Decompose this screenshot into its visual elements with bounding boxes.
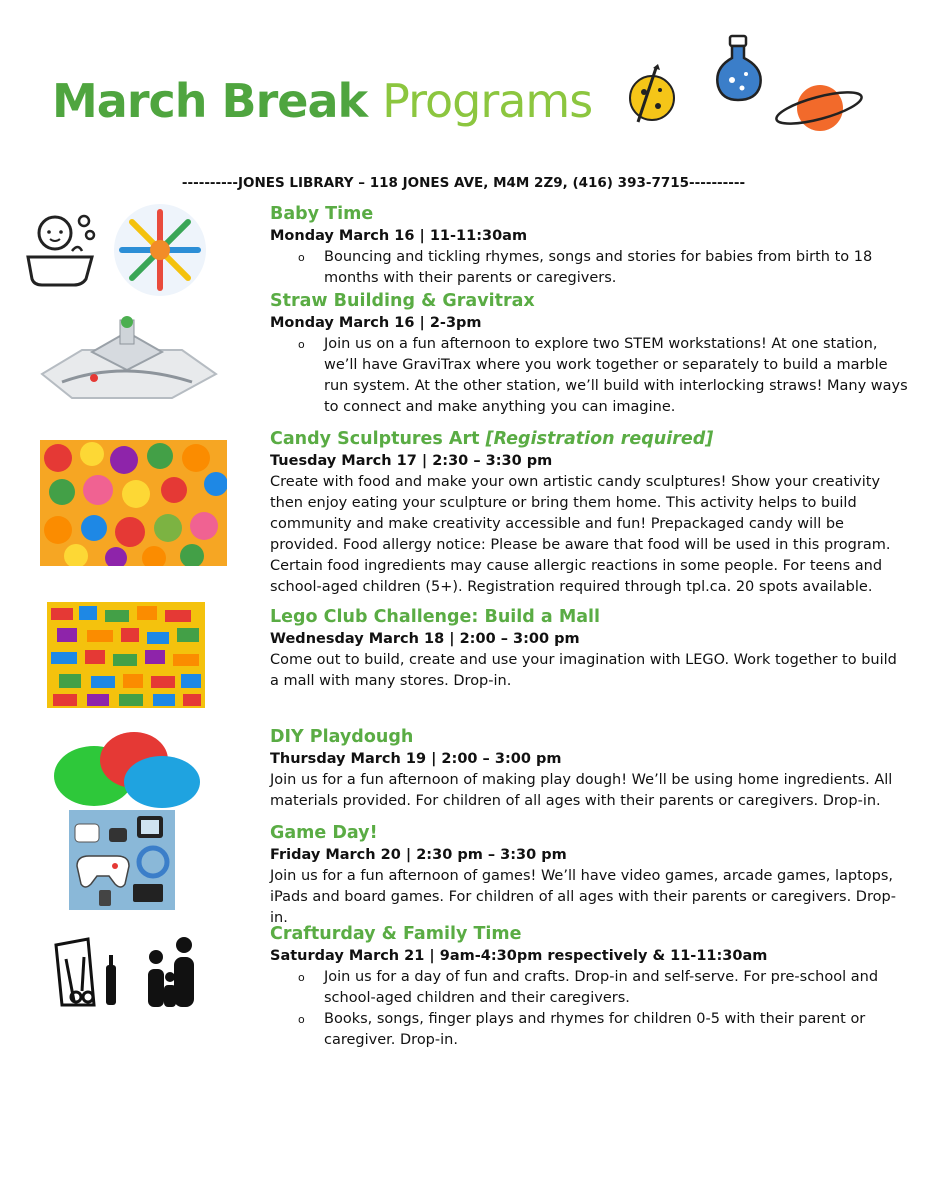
program-baby-time — [270, 202, 910, 289]
baby-bath-icon — [22, 207, 98, 289]
program-title: DIY Playdough — [270, 727, 414, 747]
playdough-photo — [48, 724, 203, 808]
game-devices-photo — [69, 810, 175, 910]
program-bullets — [270, 247, 910, 289]
program-straw-building — [270, 289, 910, 418]
program-date: Saturday March 21 | 9am-4:30pm respectively & 11-11:30am — [270, 948, 768, 964]
program-description: Create with food and make your own artistic candy sculptures! Show your creativity then enjoy eating your sculpture or bring them home. This activity helps to build community and make creativity accessible and fun! Prepackaged candy will be provided. Food allergy notice: Please be aware that food will be used in this program. Certain food ingredients may cause allergic reactions in some people. For teens and school-aged children (5+). Registration required through tpl.ca. 20 spots available. — [270, 474, 891, 595]
program-description: Join us for a fun afternoon of games! We’ll have video games, arcade games, laptops, iPads and board games. For children of all ages with their parents or caregivers. Drop-in. — [270, 868, 896, 926]
program-title: Baby Time — [270, 204, 374, 224]
registration-note: [Registration required] — [485, 429, 714, 449]
program-candy-sculptures — [270, 427, 910, 598]
title-part-1: March Break — [52, 74, 368, 128]
family-icon — [144, 935, 198, 1009]
program-title: Straw Building & Gravitrax — [270, 291, 535, 311]
straw-building-photo — [108, 200, 212, 300]
program-date: Monday March 16 | 11-11:30am — [270, 228, 528, 244]
program-diy-playdough — [270, 725, 910, 812]
candy-photo — [40, 440, 227, 566]
bullet-item: o Join us for a day of fun and crafts. Drop-in and self-serve. For pre-school and school-aged children and their caregivers. — [324, 967, 910, 1009]
craft-supplies-icon — [52, 935, 120, 1009]
bullet-item: o Join us on a fun afternoon to explore two STEM workstations! At one station, we’ll have GraviTrax where you work together or separately to build a marble run system. At the other station, we’ll build with interlocking straws! Many ways to connect and make anything you can imagine. — [324, 334, 910, 418]
program-date: Wednesday March 18 | 2:00 – 3:00 pm — [270, 631, 580, 647]
program-description: Join us for a fun afternoon of making play dough! We’ll be using home ingredients. All materials provided. For children of all ages with their parents or caregivers. Drop-in. — [270, 772, 893, 809]
program-lego-club — [270, 605, 910, 692]
lego-bricks-photo — [47, 602, 205, 708]
ringed-planet-icon — [772, 78, 866, 136]
library-location-header: ----------JONES LIBRARY – 118 JONES AVE, M4M 2Z9, (416) 393-7715---------- — [181, 175, 746, 191]
bullet-item: o Books, songs, finger plays and rhymes for children 0-5 with their parent or caregiver. Drop-in. — [324, 1009, 910, 1051]
title-part-2: Programs — [382, 74, 593, 128]
program-title: Crafturday & Family Time — [270, 924, 522, 944]
gravitrax-photo — [32, 312, 222, 404]
paintbrush-planet-icon — [622, 62, 682, 132]
program-title: Candy Sculptures Art — [270, 429, 480, 449]
program-description: Come out to build, create and use your imagination with LEGO. Work together to build a mall with many stores. Drop-in. — [270, 652, 897, 689]
program-date: Friday March 20 | 2:30 pm – 3:30 pm — [270, 847, 567, 863]
program-game-day — [270, 821, 910, 929]
flask-icon — [710, 32, 768, 104]
bullet-item: o Bouncing and tickling rhymes, songs and stories for babies from birth to 18 months with their parents or caregivers. — [324, 247, 910, 289]
program-crafturday — [270, 922, 910, 1051]
program-title: Game Day! — [270, 823, 378, 843]
program-date: Thursday March 19 | 2:00 – 3:00 pm — [270, 751, 562, 767]
program-bullets — [270, 334, 910, 418]
page-title — [52, 74, 592, 128]
program-title-row — [270, 427, 910, 451]
program-title: Lego Club Challenge: Build a Mall — [270, 607, 601, 627]
program-bullets — [270, 967, 910, 1051]
program-date: Tuesday March 17 | 2:30 – 3:30 pm — [270, 453, 553, 469]
program-date: Monday March 16 | 2-3pm — [270, 315, 482, 331]
